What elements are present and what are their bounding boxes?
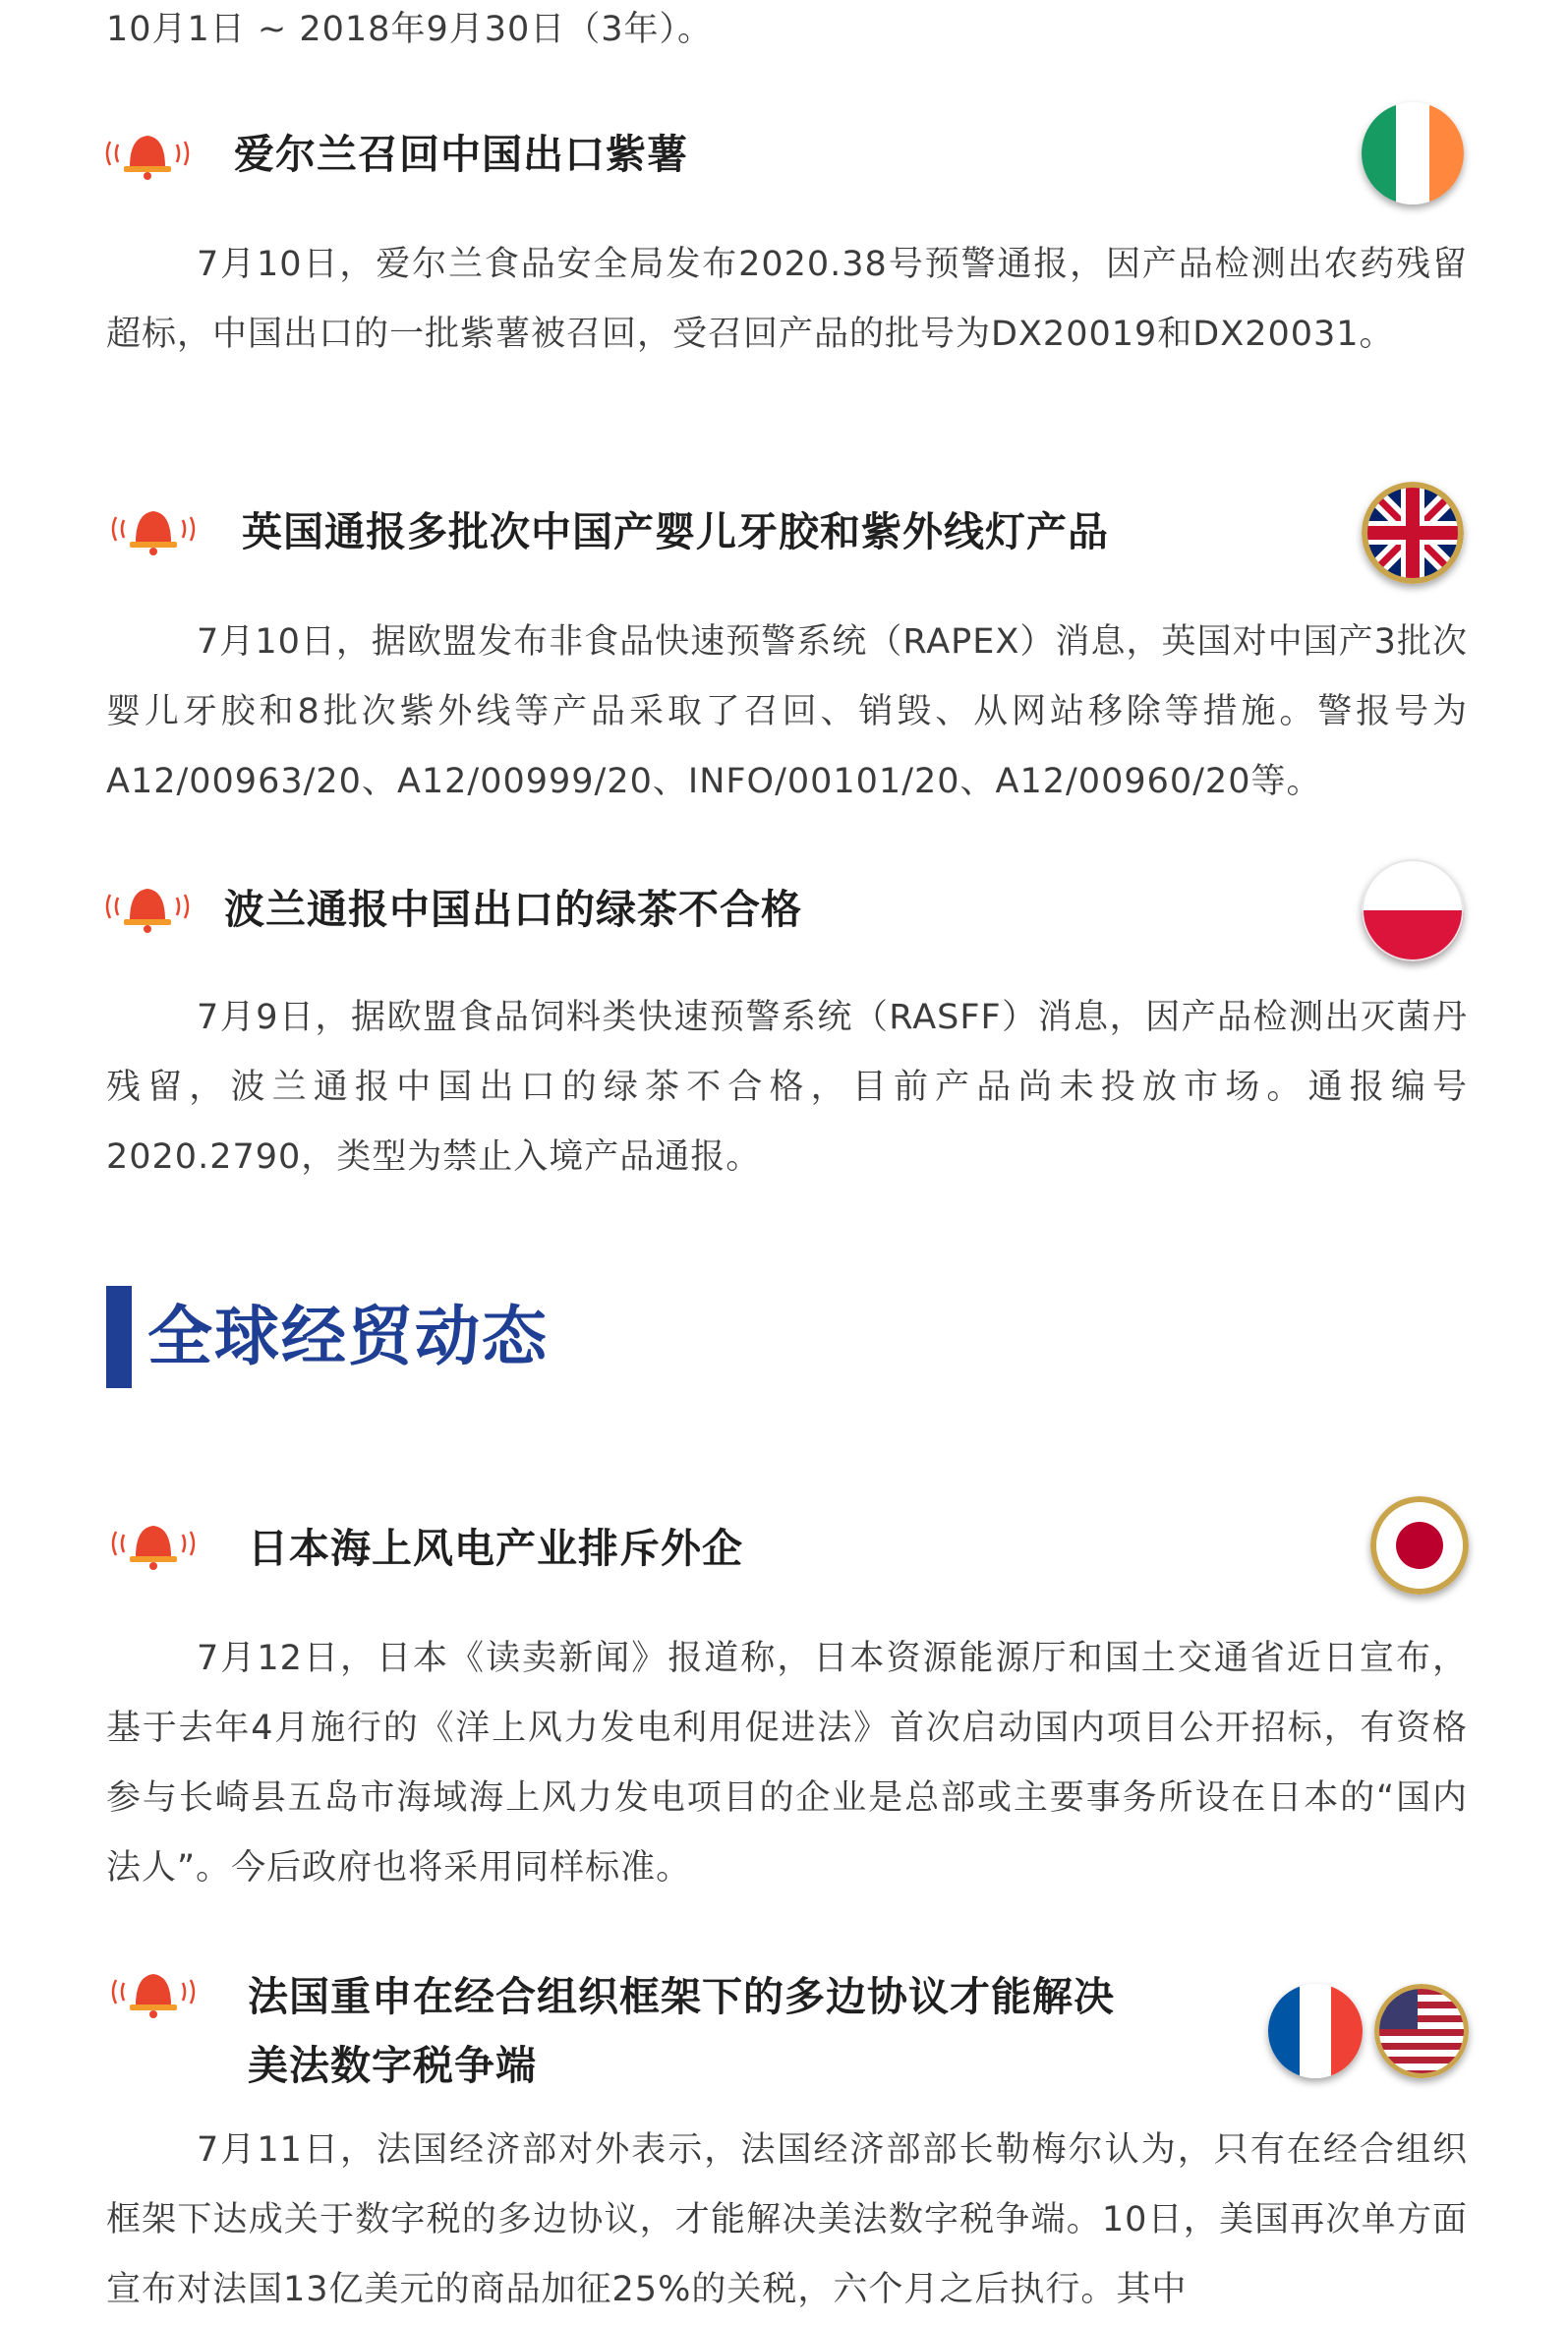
france-flag-icon	[1268, 1984, 1363, 2078]
news-title-line-2: 美法数字税争端	[248, 2042, 537, 2089]
news-body: 7月11日，法国经济部对外表示，法国经济部部长勒梅尔认为，只有在经合组织框架下达成关于数字税的多边协议，才能解决美法数字税争端。10日，美国再次单方面宣布对法国13亿美元的商品加征25%的关税，六个月之后执行。其中	[106, 2130, 1468, 2309]
news-title-line-1: 法国重申在经合组织框架下的多边协议才能解决	[248, 1973, 1115, 2020]
alarm-bell-icon	[104, 1962, 203, 2021]
alarm-bell-icon	[98, 124, 197, 183]
news-body: 7月10日，爱尔兰食品安全局发布2020.38号预警通报，因产品检测出农药残留超标，中国出口的一批紫薯被召回，受召回产品的批号为DX20019和DX20031。	[106, 245, 1468, 354]
poland-flag-icon	[1362, 859, 1464, 961]
news-body: 7月9日，据欧盟食品饲料类快速预警系统（RASFF）消息，因产品检测出灭菌丹残留，波兰通报中国出口的绿茶不合格，目前产品尚未投放市场。通报编号2020.2790，类型为禁止入境产品通报。	[106, 998, 1468, 1177]
section-accent-bar	[106, 1286, 132, 1388]
news-body: 7月12日，日本《读卖新闻》报道称，日本资源能源厅和国土交通省近日宣布，基于去年4月施行的《洋上风力发电利用促进法》首次启动国内项目公开招标，有资格参与长崎县五岛市海域海上风力发电项目的企业是总部或主要事务所设在日本的“国内法人”。今后政府也将采用同样标准。	[106, 1639, 1468, 1888]
news-title: 英国通报多批次中国产婴儿牙胶和紫外线灯产品	[242, 508, 1109, 555]
alarm-bell-icon	[104, 499, 203, 558]
section-title: 全球经贸动态	[147, 1299, 549, 1374]
previous-paragraph-end: 10月1日 ~ 2018年9月30日（3年）。	[106, 10, 714, 49]
united-kingdom-flag-icon	[1362, 482, 1464, 584]
japan-flag-icon	[1370, 1496, 1469, 1595]
news-title: 日本海上风电产业排斥外企	[248, 1525, 743, 1572]
news-title: 波兰通报中国出口的绿茶不合格	[224, 886, 802, 933]
ireland-flag-icon	[1362, 102, 1464, 204]
alarm-bell-icon	[98, 877, 197, 936]
news-title: 爱尔兰召回中国出口紫薯	[234, 131, 688, 178]
news-body: 7月10日，据欧盟发布非食品快速预警系统（RAPEX）消息，英国对中国产3批次婴儿牙胶和8批次紫外线等产品采取了召回、销毁、从网站移除等措施。警报号为A12/00963/20、A12/00999/20、INFO/00101/20、A12/00960/20等。	[106, 622, 1468, 801]
united-states-flag-icon	[1374, 1984, 1469, 2078]
alarm-bell-icon	[104, 1514, 203, 1573]
